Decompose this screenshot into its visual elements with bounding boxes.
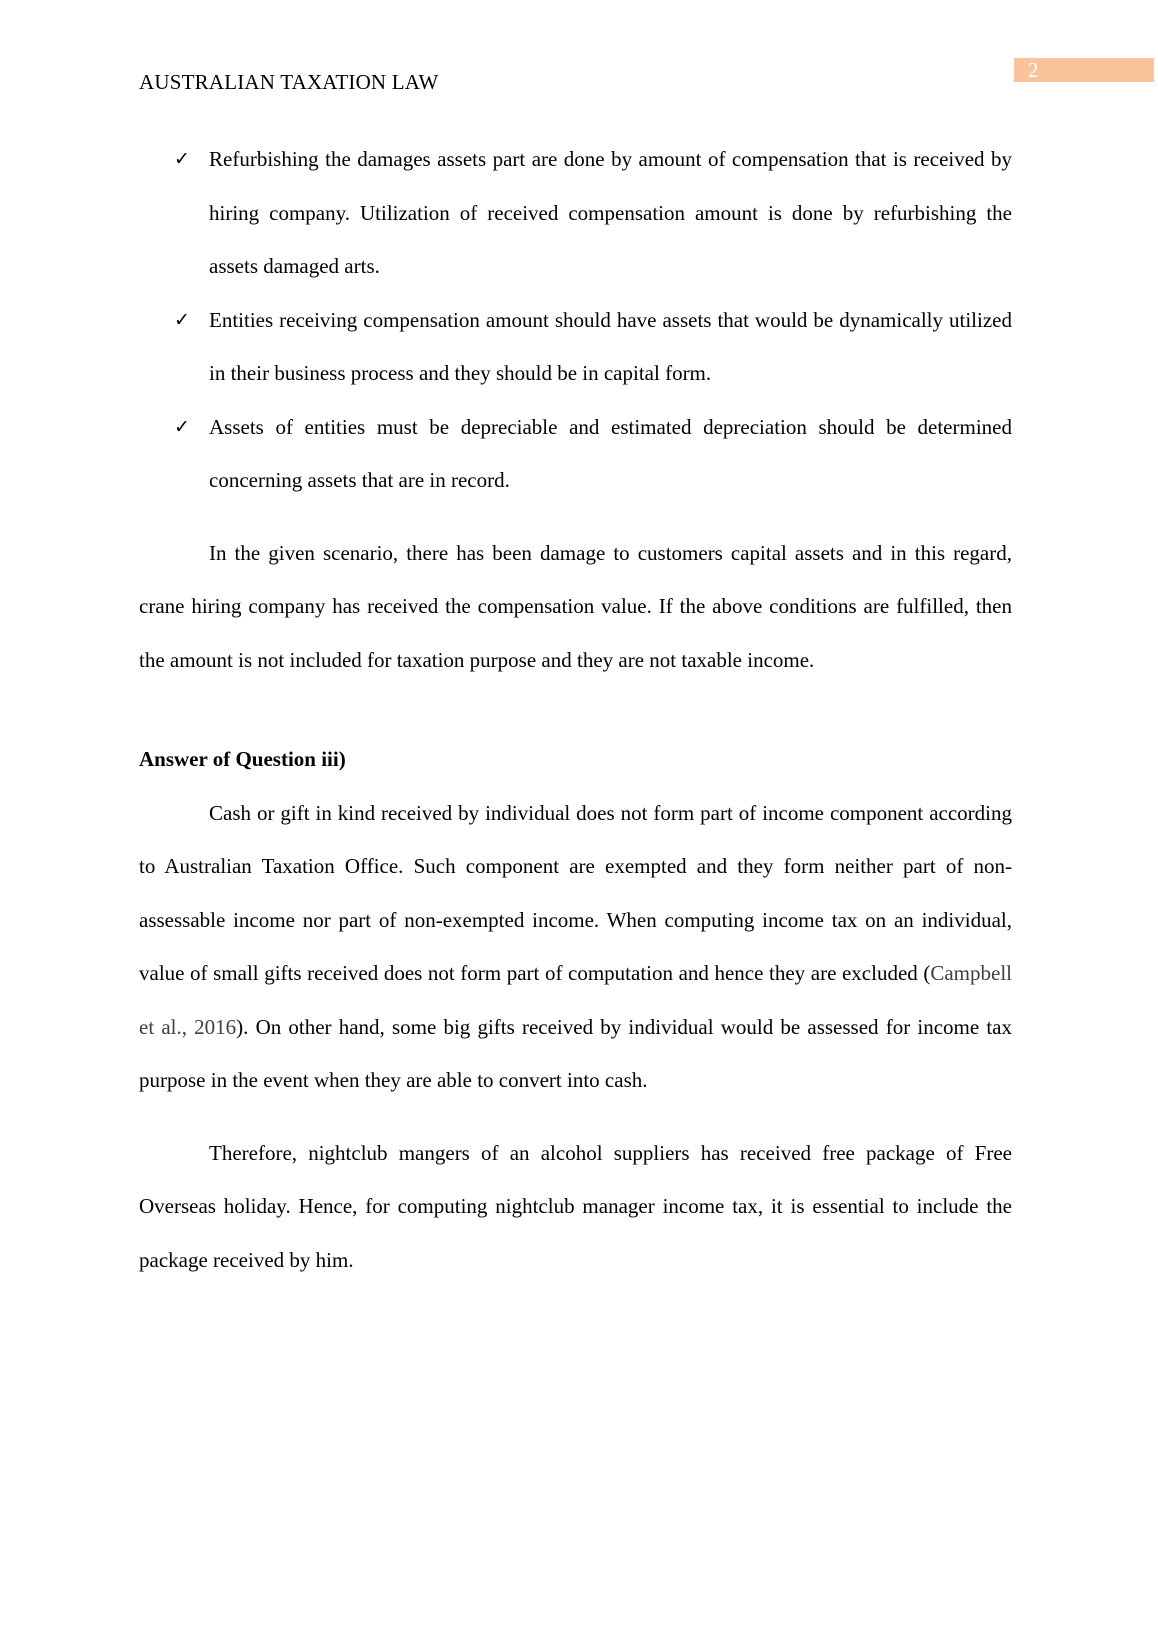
list-item-text: Entities receiving compensation amount should have assets that would be dynamically utilized in their business process and they should be in capital form. [209,307,1012,385]
list-item [139,401,1012,508]
page-number: 2 [1014,58,1154,82]
list-item-text: Assets of entities must be depreciable and estimated depreciation should be determined concerning assets that are in record. [209,414,1012,492]
citation: Campbell et al., 2016 [139,961,1012,1039]
list-item-text: Refurbishing the damages assets part are done by amount of compensation that is received by hiring company. Utilization of received compensation amount is done by refurbishing the assets damaged arts. [209,147,1012,278]
paragraph-gifts [139,787,1012,1108]
paragraph-scenario: In the given scenario, there has been damage to customers capital assets and in this regard, crane hiring company has received the compensation value. If the above conditions are fulfilled, then the amount is not included for taxation purpose and they are not taxable income. [139,540,1012,672]
list-item [139,294,1012,401]
checkmark-icon: ✓ [174,148,190,170]
paragraph-conclusion: Therefore, nightclub mangers of an alcohol suppliers has received free package of Free Overseas holiday. Hence, for computing nightclub manager income tax, it is essential to include the package received by him. [139,1140,1012,1272]
list-item [139,133,1012,294]
running-head: AUSTRALIAN TAXATION LAW [139,70,439,94]
section-heading: Answer of Question iii) [139,747,346,771]
paragraph-text: Cash or gift in kind received by individual does not form part of income component according to Australian Taxation Office. Such component are exempted and they form neither part of non-assessable income nor part of non-exempted income. When computing income tax on an individual, value of small gifts received does not form part of computation and hence they are excluded ( [139,800,1012,985]
checkmark-icon: ✓ [174,415,190,438]
document-body [139,133,1012,1287]
checkmark-icon: ✓ [174,308,190,331]
paragraph-text: ). On other hand, some big gifts received by individual would be assessed for income tax purpose in the event when they are able to convert into cash. [139,1014,1012,1092]
checklist [139,133,1012,508]
